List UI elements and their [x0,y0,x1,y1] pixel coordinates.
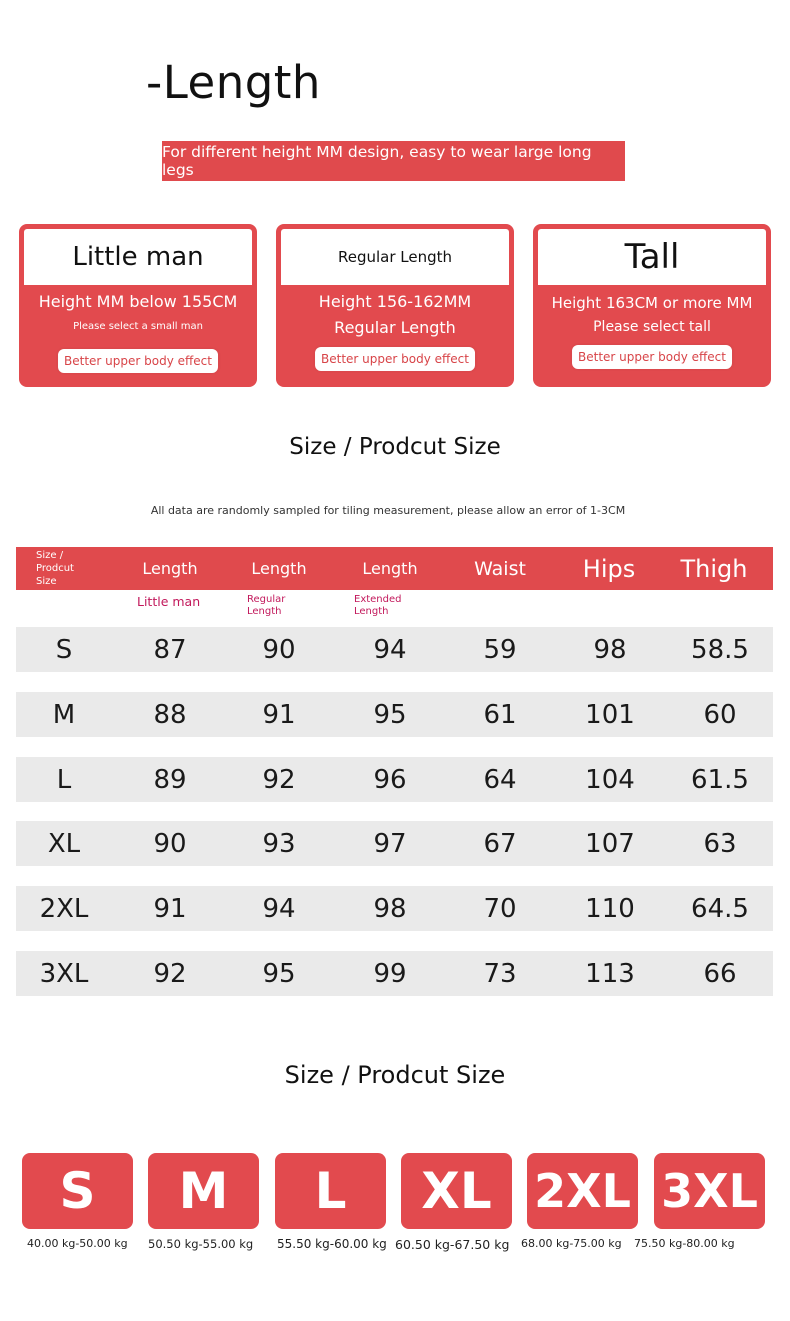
size-cell: M [52,699,76,730]
value-cell: 70 [483,893,517,924]
weight-range-s: 40.00 kg-50.00 kg [27,1237,128,1250]
size-section-title: Size / Prodcut Size [289,434,501,460]
table-row [16,692,773,737]
table-row [16,821,773,866]
column-header-length-extended: Length [362,559,418,578]
card-height-line: Height 163CM or more MM [551,294,753,312]
weight-range-3xl: 75.50 kg-80.00 kg [634,1237,735,1250]
value-cell: 95 [373,699,407,730]
card-note-line: Please select tall [593,319,711,335]
value-cell: 92 [153,958,187,989]
column-header-waist: Waist [474,557,526,580]
value-cell: 60 [703,699,737,730]
card-height-line: Height MM below 155CM [38,292,238,311]
value-cell: 101 [585,699,635,730]
value-cell: 97 [373,828,407,859]
value-cell: 67 [483,828,517,859]
value-cell: 98 [593,634,627,665]
weight-range-2xl: 68.00 kg-75.00 kg [521,1237,622,1250]
value-cell: 104 [585,764,635,795]
value-cell: 89 [153,764,187,795]
weight-section-title: Size / Prodcut Size [284,1061,506,1089]
card-effect-badge: Better upper body effect [572,345,732,369]
value-cell: 94 [373,634,407,665]
size-badge-xl: XL [401,1153,512,1229]
table-row [16,757,773,802]
value-cell: 98 [373,893,407,924]
column-header-length-little: Length [142,559,198,578]
value-cell: 87 [153,634,187,665]
weight-range-m: 50.50 kg-55.00 kg [148,1237,254,1251]
value-cell: 99 [373,958,407,989]
card-regular-length [276,224,514,387]
size-badge-s: S [22,1153,133,1229]
weight-range-xl: 60.50 kg-67.50 kg [395,1237,510,1252]
page-title: -Length [146,56,321,109]
column-header-hips: Hips [582,554,636,583]
size-cell: 2XL [39,893,89,924]
value-cell: 91 [262,699,296,730]
size-table-header [16,547,773,590]
card-height-line: Height 156-162MM [318,292,472,311]
card-effect-badge: Better upper body effect [58,349,218,373]
card-little-man [19,224,257,387]
size-badge-3xl: 3XL [654,1153,765,1229]
table-row [16,886,773,931]
value-cell: 95 [262,958,296,989]
card-note-line: Please select a small man [73,321,203,332]
value-cell: 58.5 [691,634,749,665]
card-title: Little man [24,229,252,285]
size-badge-m: M [148,1153,259,1229]
value-cell: 91 [153,893,187,924]
value-cell: 90 [153,828,187,859]
card-title: Regular Length [281,229,509,285]
size-cell: XL [47,828,81,859]
value-cell: 110 [585,893,635,924]
value-cell: 94 [262,893,296,924]
value-cell: 66 [703,958,737,989]
value-cell: 88 [153,699,187,730]
table-row [16,951,773,996]
value-cell: 61 [483,699,517,730]
subheader-regular-length: Regular Length [247,594,286,617]
card-title: Tall [538,229,766,285]
size-cell: 3XL [39,958,89,989]
size-cell: L [56,764,72,795]
card-tall [533,224,771,387]
value-cell: 64 [483,764,517,795]
subheader-little-man: Little man [137,594,201,609]
size-cell: S [55,634,73,665]
card-note-line: Regular Length [334,318,456,337]
size-badge-l: L [275,1153,386,1229]
weight-range-l: 55.50 kg-60.00 kg [277,1237,387,1251]
value-cell: 61.5 [691,764,749,795]
size-badge-2xl: 2XL [527,1153,638,1229]
card-effect-badge: Better upper body effect [315,347,475,371]
value-cell: 90 [262,634,296,665]
value-cell: 73 [483,958,517,989]
value-cell: 63 [703,828,737,859]
measurement-note: All data are randomly sampled for tiling measurement, please allow an error of 1-3CM [150,504,626,517]
column-header-thigh: Thigh [680,554,748,583]
column-header-length-regular: Length [251,559,307,578]
table-row [16,627,773,672]
value-cell: 107 [585,828,635,859]
promo-banner: For different height MM design, easy to wear large long legs [162,141,625,181]
column-header-size: Size / Prodcut Size [36,550,74,587]
subheader-extended-length: Extended Length [354,594,402,617]
value-cell: 113 [585,958,635,989]
value-cell: 59 [483,634,517,665]
value-cell: 64.5 [691,893,749,924]
value-cell: 93 [262,828,296,859]
value-cell: 96 [373,764,407,795]
value-cell: 92 [262,764,296,795]
